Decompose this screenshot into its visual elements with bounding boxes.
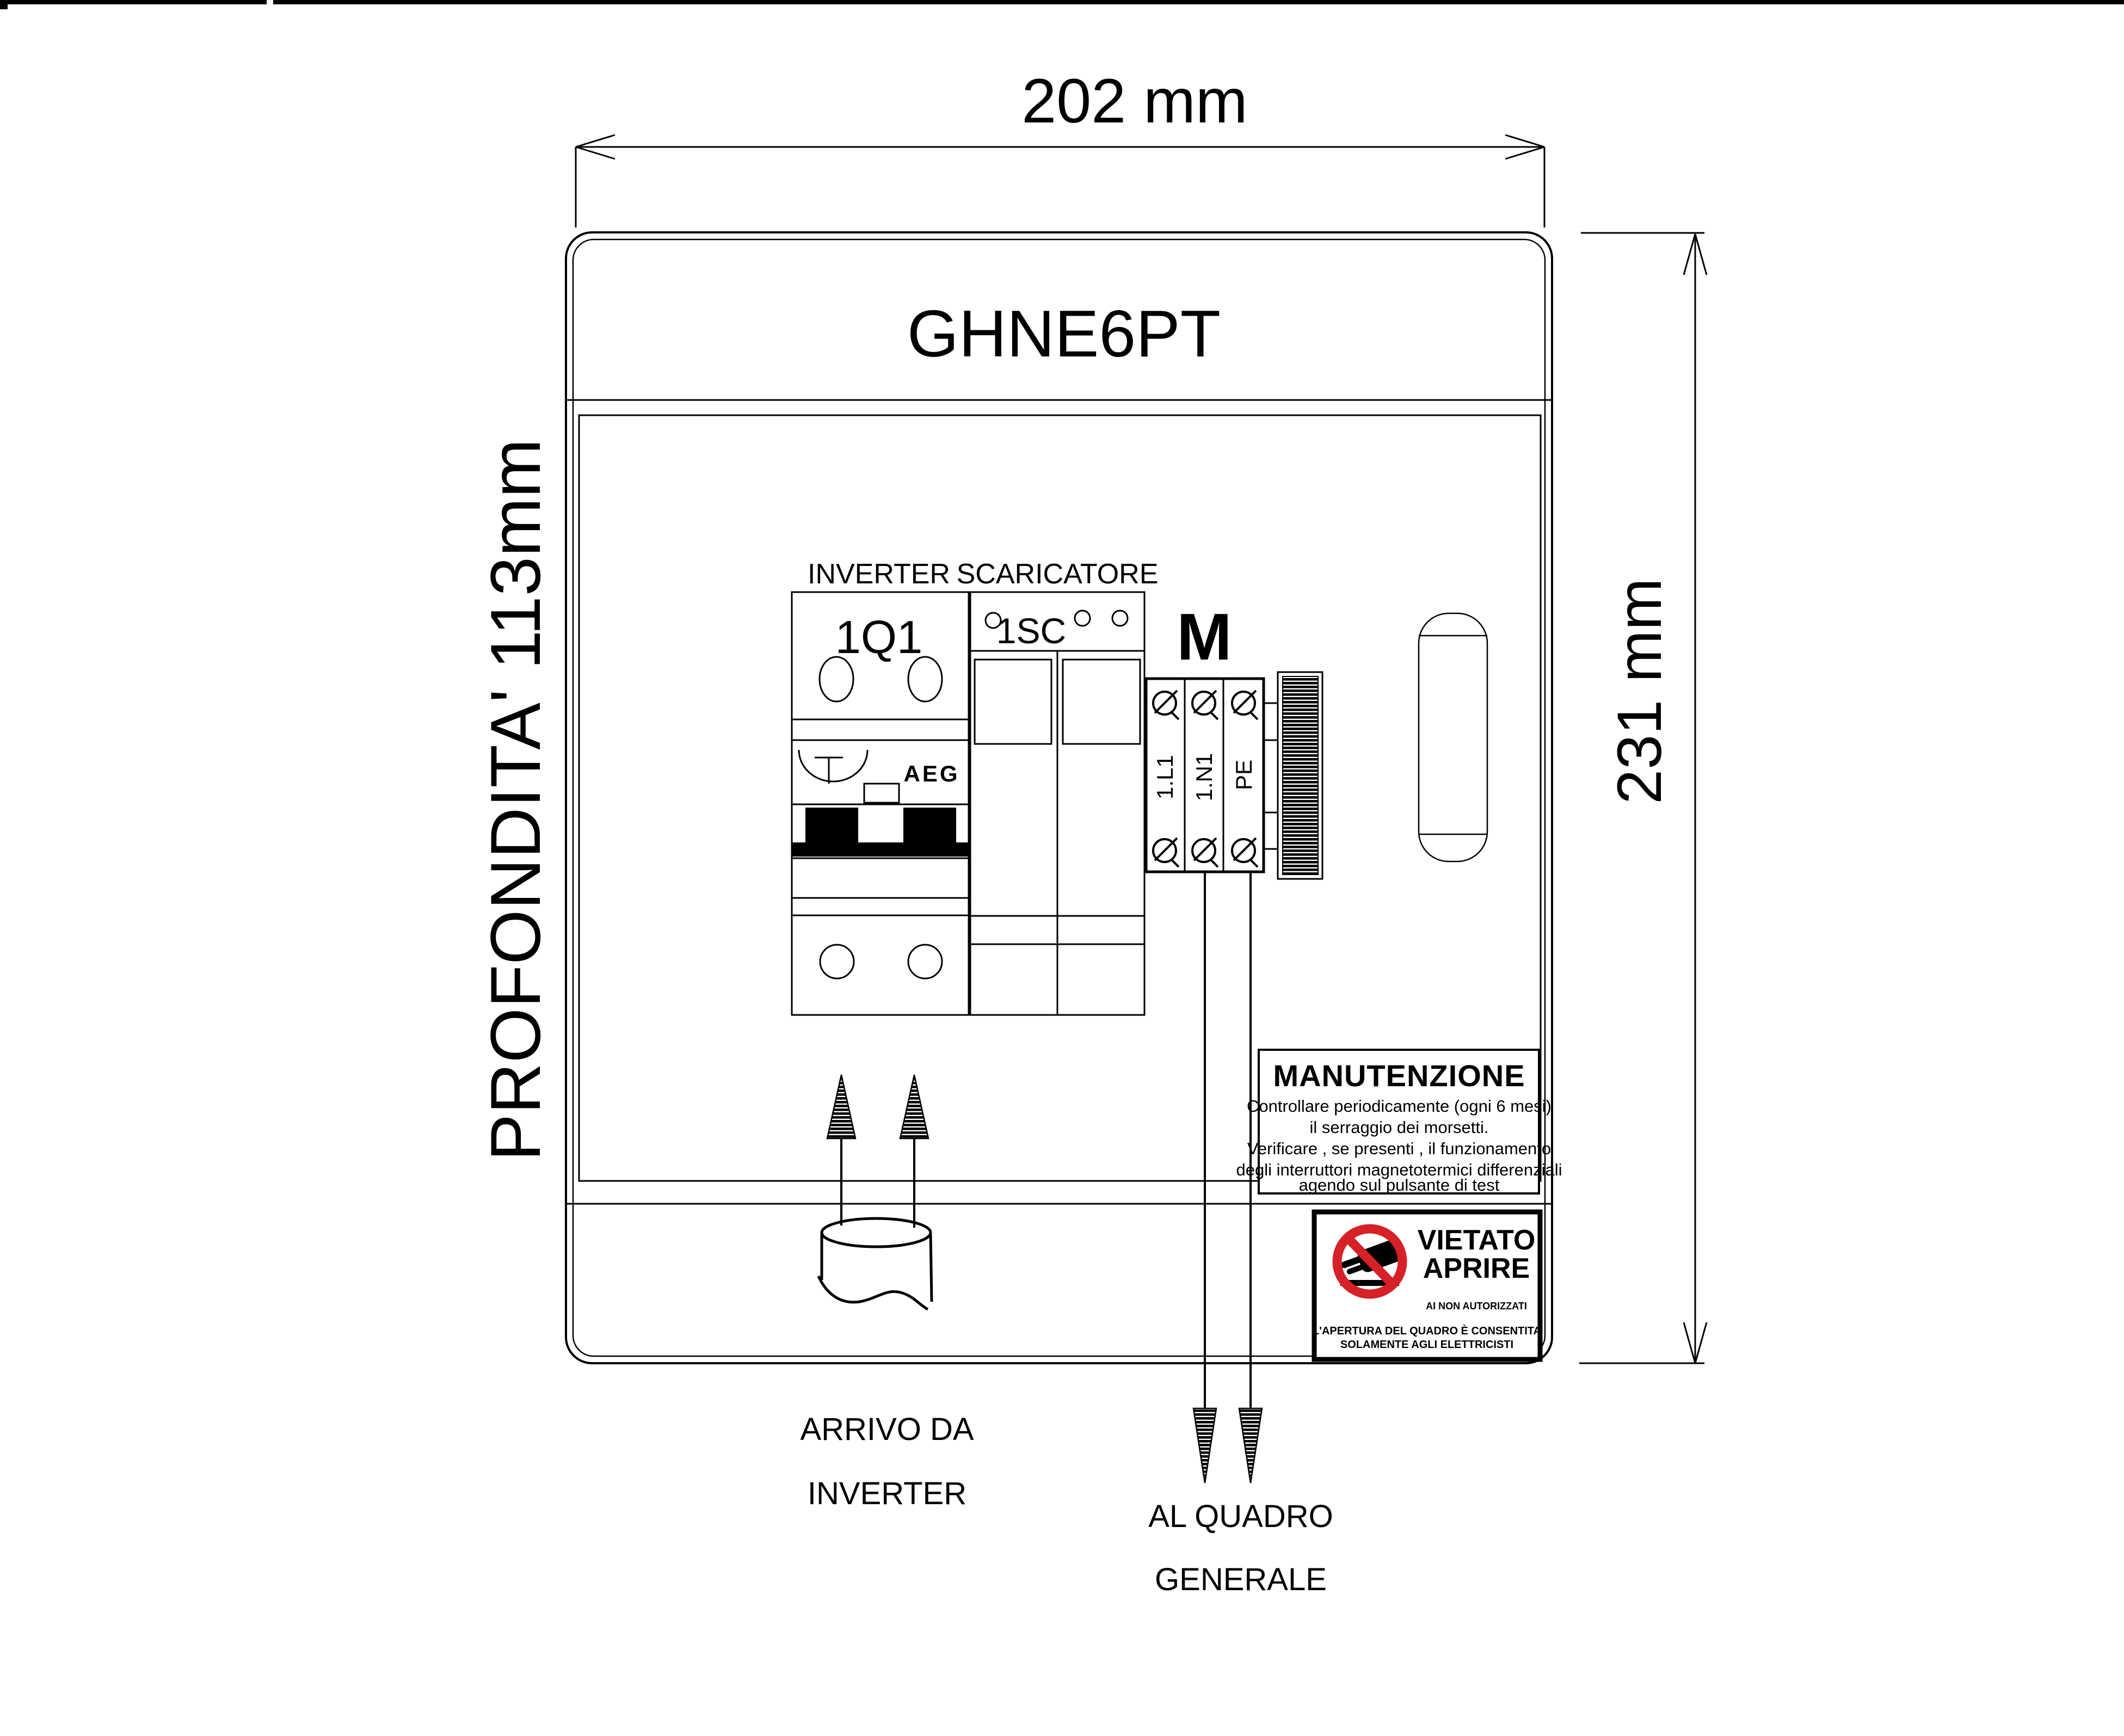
warning-line-2: APRIRE (1423, 1253, 1530, 1284)
surge-indicator-2 (1075, 611, 1090, 626)
breaker-test-button (864, 784, 899, 803)
surge-device (970, 592, 1144, 1015)
surge-ref-label: 1SC (996, 611, 1067, 651)
maintenance-line-1: Controllare periodicamente (ogni 6 mesi) (1247, 1097, 1552, 1116)
breaker-toggles (792, 808, 968, 857)
down-arrow-left-icon (1193, 1408, 1216, 1483)
arrival-caption-line-2: INVERTER (807, 1476, 967, 1511)
breaker-top-label: INVERTER (808, 558, 950, 590)
sheet-border-top (0, 0, 2124, 9)
depth-dimension-label: PROFONDITA' 113mm (476, 439, 555, 1161)
warning-line-4: L'APERTURA DEL QUADRO È CONSENTITA (1313, 1325, 1541, 1337)
breaker-screw-right (908, 945, 942, 978)
maintenance-line-5: agendo sul pulsante di test (1298, 1175, 1500, 1195)
busbar-connectors (1264, 703, 1278, 849)
down-arrow-right-icon (1239, 1408, 1262, 1483)
surge-top-label: SCARICATORE (956, 558, 1159, 590)
incoming-cable-symbol (818, 1075, 932, 1309)
height-dimension-label: 231 mm (1605, 578, 1674, 804)
outgoing-caption-line-2: GENERALE (1155, 1562, 1327, 1597)
width-dimension-label: 202 mm (1021, 66, 1248, 136)
terminal-label-1: 1.L1 (1152, 755, 1178, 799)
breaker-ref-label: 1Q1 (835, 612, 923, 663)
maintenance-line-2: il serraggio dei morsetti. (1309, 1118, 1489, 1137)
busbar-comb (1283, 676, 1318, 875)
maintenance-title: MANUTENZIONE (1273, 1058, 1525, 1093)
warning-line-5: SOLAMENTE AGLI ELETTRICISTI (1340, 1339, 1514, 1351)
maintenance-line-3: Verificare , se presenti , il funzionamento (1247, 1139, 1552, 1158)
surge-indicator-3 (1112, 611, 1128, 626)
surge-cartridge-left (975, 660, 1051, 744)
cable-duct-slot (1419, 613, 1487, 861)
warning-label (1313, 1212, 1541, 1359)
terminal-label-3: PE (1231, 759, 1257, 791)
breaker-window-left (820, 657, 853, 701)
terminal-label-2: 1.N1 (1191, 753, 1217, 802)
warning-line-1: VIETATO (1417, 1224, 1536, 1256)
terminal-block-ref-label: M (1177, 600, 1232, 674)
cable-gland-cylinder (818, 1218, 932, 1309)
surge-cartridge-right (1063, 660, 1140, 744)
breaker-brand-logo: AEG (903, 761, 960, 786)
maintenance-note (1236, 1050, 1562, 1195)
warning-line-3: AI NON AUTORIZZATI (1426, 1301, 1527, 1312)
maintenance-line-4: degli interruttori magnetotermici differenziali (1236, 1160, 1562, 1179)
outgoing-caption-line-1: AL QUADRO (1148, 1499, 1333, 1534)
breaker-screw-left (820, 945, 854, 978)
breaker-window-right (908, 657, 942, 701)
breaker-trip-curve-icon (799, 750, 867, 781)
arrival-caption-line-1: ARRIVO DA (800, 1412, 974, 1447)
up-arrow-right-icon (900, 1075, 928, 1138)
up-arrow-left-icon (827, 1075, 855, 1138)
width-dimension (576, 135, 1544, 227)
panel-title: GHNE6PT (907, 297, 1221, 371)
